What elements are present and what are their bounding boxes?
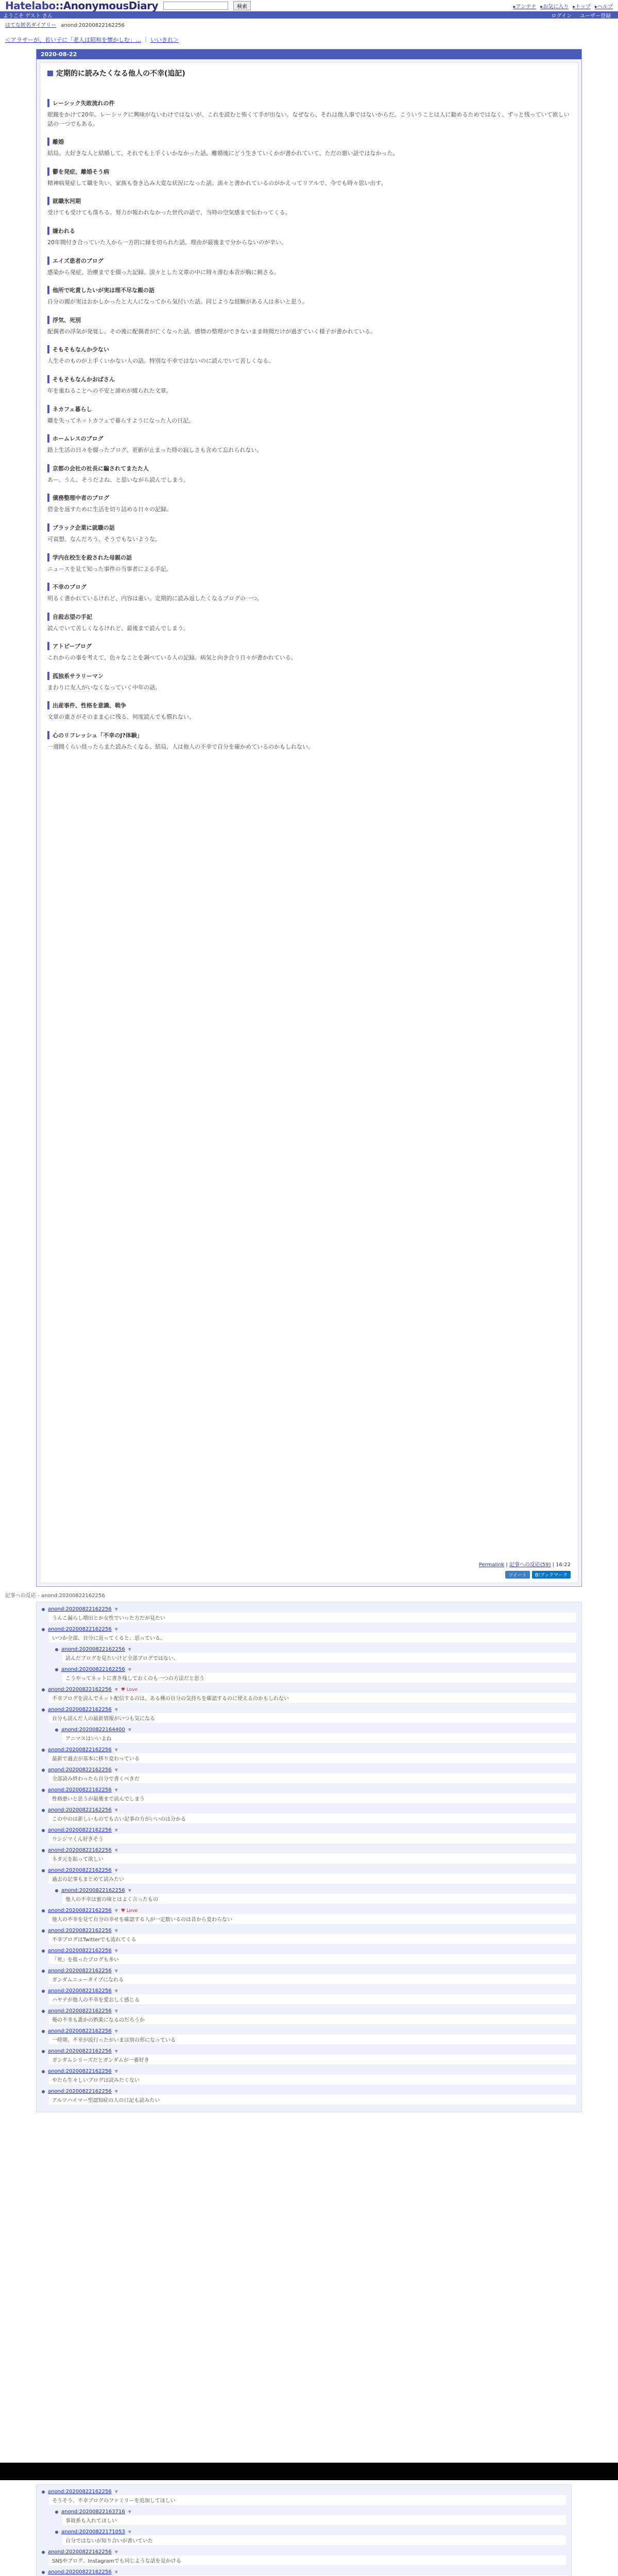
account-links — [552, 11, 615, 19]
response-text: 「死」を扱ったブログも多い — [49, 1954, 576, 1964]
breadcrumb — [0, 19, 618, 30]
account-link-0[interactable]: ログイン — [551, 13, 572, 19]
section-heading: 就職氷河期 — [47, 197, 571, 205]
response-text: 一時期、不幸が流行ったがいまは別の形になっている — [49, 2035, 576, 2044]
article — [36, 49, 582, 1587]
expand-icon[interactable]: ▼ — [114, 1748, 118, 1752]
response-text: この中のは新しいものでも古い記事の方がいいのは分かる — [49, 1814, 576, 1823]
responses-list-2 — [36, 2484, 572, 2576]
article-section — [47, 375, 571, 396]
redacted-band — [0, 2463, 618, 2480]
section-text: 人生そのものが上手くいかない人の話。特別な不幸ではないのに読んでいて苦しくなる。 — [47, 358, 274, 365]
response-id-link[interactable]: anond:20200822162256 — [48, 1626, 112, 1632]
section-text: 借金を返すために生活を切り詰める日々の記録。 — [47, 506, 172, 513]
response-item — [42, 2028, 576, 2044]
expand-icon[interactable]: ▼ — [114, 1788, 118, 1792]
section-heading: 離婚 — [47, 138, 571, 146]
article-section — [47, 731, 571, 752]
section-text: 結局、大好きな人と結婚して、それでも上手くいかなかった話。離婚後にどう生きていくかが書かれていて、ただの悪い話ではなかった。 — [47, 150, 399, 157]
article-section — [47, 434, 571, 455]
response-id-link[interactable]: anond:20200822162256 — [48, 1787, 112, 1793]
section-heading: 嫌われる — [47, 227, 571, 235]
response-text: 自分ではないが知り合いが書いていた — [62, 2535, 566, 2545]
bullet-icon — [42, 2551, 45, 2554]
section-text: 年を重ねることへの不安と諦めが綴られた文章。 — [47, 387, 172, 394]
expand-icon[interactable]: ▼ — [114, 2550, 118, 2554]
account-link-1[interactable]: ユーザー登録 — [580, 13, 611, 19]
response-item — [55, 2529, 566, 2545]
article-section — [47, 227, 571, 247]
bullet-icon — [42, 2090, 45, 2093]
response-item — [42, 2069, 576, 2084]
section-heading: ブラック企業に就職の話 — [47, 523, 571, 532]
response-text: SNSやブログ、Instagramでも同じような話を見かける — [49, 2555, 566, 2565]
bullet-icon — [42, 2030, 45, 2033]
account-bar — [0, 11, 618, 19]
response-item — [42, 2489, 566, 2545]
response-text: いつか全部、自分に返ってくると、思っている。 — [49, 1633, 576, 1642]
section-text: 読んでいて苦しくなるけれど、最後まで読んでしまう。 — [47, 624, 189, 632]
response-id-link[interactable]: anond:20200822162256 — [61, 1888, 125, 1893]
top-link-0[interactable]: ▸アンテナ — [513, 4, 537, 10]
bullet-icon — [55, 1668, 58, 1671]
section-heading: アトピーブログ — [47, 642, 571, 650]
expand-icon[interactable]: ▼ — [114, 2009, 118, 2013]
article-section — [47, 138, 571, 158]
section-text: 精神病発症して職を失い、家族も巻き込み大変な状況になった話。淡々と書かれているのがかえってリアルで、今でも時々思い出す。 — [47, 179, 387, 187]
responses-link[interactable]: 記事への反応(59) — [509, 1562, 551, 1568]
response-text: 俺の不幸も誰かの娯楽になるのだろうか — [49, 2014, 576, 2024]
bullet-icon — [42, 2490, 45, 2494]
expand-icon[interactable]: ▼ — [114, 1828, 118, 1833]
response-item — [55, 1888, 576, 1904]
response-text: ガンダムニュータイプになれる — [49, 1974, 576, 1984]
article-section — [47, 464, 571, 485]
article-section — [47, 701, 571, 722]
response-id-link[interactable]: anond:20200822162256 — [48, 2069, 112, 2074]
bullet-icon — [42, 1608, 45, 1611]
response-id-link[interactable]: anond:20200822162256 — [48, 2489, 112, 2495]
top-bar — [0, 0, 618, 11]
section-text: 可哀想、なんだろう、そうでもないような。 — [47, 535, 161, 543]
response-text: そうそう、不幸ブログのファミリーを追加してほしい — [49, 2495, 566, 2505]
section-heading: ホームレスのブログ — [47, 434, 571, 443]
expand-icon[interactable]: ▼ — [128, 1647, 131, 1652]
response-item — [42, 2008, 576, 2024]
expand-icon[interactable]: ▼ — [114, 2049, 118, 2054]
bullet-icon — [42, 1749, 45, 1752]
expand-icon[interactable]: ▼ — [128, 2530, 131, 2534]
response-id-link[interactable]: anond:20200822162256 — [48, 1908, 112, 1913]
response-item — [42, 1848, 576, 1863]
expand-icon[interactable]: ▼ — [128, 1727, 131, 1732]
response-id-link[interactable]: anond:20200822162256 — [48, 1988, 112, 1994]
article-section — [47, 99, 571, 128]
section-heading: エイズ患者のブログ — [47, 257, 571, 265]
response-item — [42, 2089, 576, 2105]
top-links — [513, 2, 613, 10]
article-title: 定期的に読みたくなる他人の不幸(追記) — [47, 68, 571, 78]
response-id-link[interactable]: anond:20200822162256 — [48, 2549, 112, 2555]
response-item — [55, 2509, 566, 2525]
section-heading: 不幸のブログ — [47, 583, 571, 591]
article-footer: Permalink | 記事への反応(59) | 16:22 ツイート B!ブックマーク — [478, 1562, 571, 1578]
expand-icon[interactable]: ▼ — [114, 1948, 118, 1953]
response-text: 性格悪いと思うが最後まで読んでしまう — [49, 1793, 576, 1803]
bullet-icon — [55, 2531, 58, 2534]
expand-icon[interactable]: ▼ — [114, 1707, 118, 1712]
response-id-link[interactable]: anond:20200822162256 — [48, 1848, 112, 1853]
search-button[interactable]: 検索 — [233, 1, 251, 10]
section-text: これからの事を考えて、色々なことを調べている人の記録。病気と向き合う日々が書かれている。 — [47, 654, 297, 662]
article-section — [47, 345, 571, 366]
response-item — [42, 1928, 576, 1944]
expand-icon[interactable]: ▼ — [114, 1989, 118, 1993]
expand-icon[interactable]: ▼ — [114, 1908, 118, 1913]
expand-icon[interactable]: ▼ — [114, 2069, 118, 2074]
response-item — [42, 2048, 576, 2064]
expand-icon[interactable]: ▼ — [114, 1848, 118, 1853]
article-section — [47, 583, 571, 603]
section-heading: ネカフェ暮らし — [47, 405, 571, 413]
response-text: 最新で過去が基本に移り変わっている — [49, 1753, 576, 1763]
title-square-icon — [47, 71, 53, 76]
section-text: 感染から発症、治療までを綴った記録。淡々とした文章の中に時々滲む本音が胸に刺さる。 — [47, 268, 280, 276]
response-id-link[interactable]: anond:20200822162256 — [61, 1647, 125, 1652]
permalink[interactable]: Permalink — [478, 1562, 505, 1568]
response-text: 不幸ブログを読んでネット配信するのは、ある種の自分の気持ちを確認するのに使えるのかもしれない — [49, 1693, 576, 1703]
response-text: やたら生々しいブログは読みたくない — [49, 2075, 576, 2084]
expand-icon[interactable]: ▼ — [114, 1928, 118, 1933]
response-text: ガンダムシリーズだとガンダムが一番好き — [49, 2055, 576, 2064]
section-heading: 孤独系サラリーマン — [47, 672, 571, 680]
search-input[interactable] — [163, 2, 228, 10]
response-item — [55, 1667, 576, 1683]
section-text: ニュースを見て知った事件の当事者による手記。 — [47, 565, 172, 572]
response-item — [42, 1787, 576, 1803]
section-text: 眼鏡をかけて20年。レーシックに興味がないわけではないが、これを読むと怖くて手が出ない。なぜなら、それは他人事ではないからだ。こういうことは人に勧めるためではなく、ずっと残っていて欲しい話の一つでもある。 — [47, 111, 570, 127]
bullet-icon — [42, 1769, 45, 1772]
expand-icon[interactable]: ▼ — [114, 2089, 118, 2094]
response-item — [42, 1988, 576, 2004]
expand-icon[interactable]: ▼ — [128, 2510, 131, 2514]
response-id-link[interactable]: anond:20200822162256 — [48, 2048, 112, 2054]
expand-icon[interactable]: ▼ — [114, 1627, 118, 1632]
response-item — [42, 1687, 576, 1703]
section-text: 受けても受けても落ちる。努力が報われなかった世代の話で、当時の空気感まで伝わってくる。 — [47, 209, 291, 216]
love-badge: ♥ Love — [121, 1687, 138, 1692]
article-section — [47, 523, 571, 544]
bullet-icon — [42, 1970, 45, 1973]
response-text: 全部読み終わったら自分で書くべきだ — [49, 1773, 576, 1783]
expand-icon[interactable]: ▼ — [114, 2029, 118, 2033]
response-item — [42, 1968, 576, 1984]
response-id-link[interactable]: anond:20200822164400 — [61, 1727, 125, 1733]
love-badge: ♥ Love — [121, 1908, 138, 1913]
bullet-icon — [42, 2050, 45, 2053]
response-item — [42, 1626, 576, 1683]
response-text: 他人の不幸は蜜の味とはよく言ったもの — [62, 1894, 576, 1904]
bullet-icon — [55, 1889, 58, 1892]
expand-icon[interactable]: ▼ — [114, 2489, 118, 2494]
response-id-link[interactable]: anond:20200822162256 — [48, 2569, 112, 2575]
section-heading: 債務整理中者のブログ — [47, 494, 571, 502]
response-id-link[interactable]: anond:20200822162256 — [48, 2089, 112, 2094]
section-text: 自分の親が実はおかしかったと大人になってから気付いた話。同じような経験がある人は多いと思う。 — [47, 298, 308, 306]
prev-entry-link[interactable]: ＜アラサーが、若い子に「老人は昭和を懐かしむ」… — [5, 37, 141, 43]
bullet-icon — [42, 1809, 45, 1812]
response-text: うんこ漏らし増田とか女性でいった方だが見たい — [49, 1613, 576, 1622]
response-id-link[interactable]: anond:20200822162256 — [48, 1948, 112, 1954]
response-id-link[interactable]: anond:20200822162256 — [48, 2008, 112, 2014]
response-text: ウシジマくん好きそう — [49, 1834, 576, 1843]
response-item — [42, 1707, 576, 1743]
response-id-link[interactable]: anond:20200822163716 — [61, 2509, 125, 2515]
response-id-link[interactable]: anond:20200822162256 — [48, 1606, 112, 1612]
response-text: ネタ元を貼って欲しい — [49, 1854, 576, 1863]
section-heading: 京都の会社の社長に騙されてまたた人 — [47, 464, 571, 472]
article-section — [47, 316, 571, 336]
article-section — [47, 553, 571, 574]
response-id-link[interactable]: anond:20200822171053 — [61, 2529, 125, 2535]
section-text: まわりに友人がいなくなっていく中年の話。 — [47, 684, 161, 691]
responses-list — [36, 1602, 582, 2112]
pager: ＜アラサーが、若い子に「老人は昭和を懐かしむ」… ｜ いいきれ＞ — [5, 37, 179, 43]
bullet-icon — [42, 1829, 45, 1832]
section-text: 20年間付き合っていた人から一方的に縁を切られた話。理由が最後まで分からないのが辛い。 — [47, 239, 287, 246]
expand-icon[interactable]: ▼ — [114, 1868, 118, 1873]
article-date: 2020-08-22 — [37, 49, 581, 59]
expand-icon[interactable]: ▼ — [114, 1969, 118, 1973]
response-item — [42, 1807, 576, 1823]
article-section — [47, 494, 571, 514]
bullet-icon — [42, 1929, 45, 1933]
site-logo[interactable] — [5, 0, 158, 12]
response-item — [42, 2569, 566, 2576]
response-text: ハヤテが他人の不幸を愛おしく感じる — [49, 1994, 576, 2004]
response-item — [42, 1868, 576, 1904]
response-item — [42, 1827, 576, 1843]
section-text: 配偶者の浮気が発覚し、その後に配偶者が亡くなった話。感情の整理ができないまま時間だけが過ぎていく様子が書かれている。 — [47, 328, 376, 335]
article-section — [47, 405, 571, 426]
section-text: 明るく書かれているけれど、内容は重い。定期的に読み返したくなるブログの一つ。 — [47, 595, 263, 602]
section-heading: 他所で叱責したいが実は理不尽な親の話 — [47, 286, 571, 294]
bullet-icon — [42, 1628, 45, 1631]
section-heading: そもそもなんかおばさん — [47, 375, 571, 383]
response-text: 読んだブログを見たいけど全部ブログではない。 — [62, 1653, 576, 1663]
response-id-link[interactable]: anond:20200822162256 — [48, 1747, 112, 1753]
expand-icon[interactable]: ▼ — [114, 1768, 118, 1772]
bullet-icon — [42, 1708, 45, 1711]
response-id-link[interactable]: anond:20200822162256 — [48, 1707, 112, 1713]
expand-icon[interactable]: ▼ — [128, 1667, 131, 1672]
response-text: 他人の不幸を見て自分の幸せを確認する人が一定数いるのは昔から変わらない — [49, 1914, 576, 1924]
response-item — [42, 1948, 576, 1964]
response-id-link[interactable]: anond:20200822162256 — [48, 2028, 112, 2034]
hatena-bookmark-button[interactable]: B!ブックマーク — [532, 1571, 571, 1579]
article-section — [47, 286, 571, 307]
section-heading: 学内在校生を殺された母親の話 — [47, 553, 571, 562]
expand-icon[interactable]: ▼ — [114, 1607, 118, 1612]
response-id-link[interactable]: anond:20200822162256 — [48, 1687, 112, 1692]
bullet-icon — [42, 1950, 45, 1953]
logo-main: Hatelabo — [5, 0, 56, 12]
section-text: あー、うん、そうだよね、と思いながら読んでしまう。 — [47, 476, 190, 483]
section-text: 職を失ってネットカフェで暮らすようになった人の日記。 — [47, 417, 195, 424]
response-id-link[interactable]: anond:20200822162256 — [48, 1807, 112, 1813]
section-heading: レーシック失敗流れの件 — [47, 99, 571, 107]
response-text: アニマスはいいよね — [62, 1733, 576, 1743]
response-id-link[interactable]: anond:20200822162256 — [48, 1868, 112, 1873]
response-id-link[interactable]: anond:20200822162256 — [48, 1928, 112, 1934]
response-id-link[interactable]: anond:20200822162256 — [48, 1767, 112, 1773]
section-text: 一週間くらい経ったらまた読みたくなる。結局、人は他人の不幸で自分を確かめているのかもしれない。 — [47, 743, 314, 751]
response-item — [42, 1908, 576, 1924]
welcome-text: ようこそ ゲスト さん — [3, 13, 53, 19]
response-text: アルツハイマー型認知症の人の日記も読みたい — [49, 2095, 576, 2105]
section-heading: 浮気、死別 — [47, 316, 571, 324]
responses-title: 記事への反応 - anond:20200822162256 — [5, 1593, 105, 1599]
section-heading: 心のリフレッシュ「不幸のJ?体験」 — [47, 731, 571, 739]
response-item — [55, 1647, 576, 1663]
bullet-icon — [42, 1688, 45, 1691]
next-entry-link[interactable]: いいきれ＞ — [150, 37, 179, 43]
response-text: 不幸ブログはTwitterでも流れてくる — [49, 1934, 576, 1944]
bullet-icon — [55, 1648, 58, 1651]
top-link-3[interactable]: ▸ヘルプ — [594, 4, 613, 10]
bullet-icon — [42, 2010, 45, 2013]
expand-icon[interactable]: ▼ — [114, 1687, 118, 1692]
section-heading: 自殺志望の手記 — [47, 613, 571, 621]
bullet-icon — [42, 1869, 45, 1872]
article-section — [47, 672, 571, 692]
bullet-icon — [42, 1789, 45, 1792]
article-section — [47, 613, 571, 633]
response-item — [42, 1747, 576, 1763]
bullet-icon — [42, 1909, 45, 1912]
article-section — [47, 642, 571, 663]
bullet-icon — [42, 1849, 45, 1852]
section-heading: 出産事件、性格を意識、戦争 — [47, 701, 571, 709]
response-text: 自分も読んだ人の最新情報がいつも気になる — [49, 1713, 576, 1723]
breadcrumb-current: anond:20200822162256 — [61, 23, 125, 28]
top-link-2[interactable]: ▸トップ — [573, 4, 591, 10]
response-item — [42, 2549, 566, 2565]
article-body — [40, 62, 578, 1583]
expand-icon[interactable]: ▼ — [128, 1888, 131, 1893]
top-link-1[interactable]: ▸お気に入り — [540, 4, 569, 10]
response-text: こうやってネットに書き残しておくのも一つの方法だと思う — [62, 1673, 576, 1683]
response-item — [42, 1606, 576, 1622]
article-section — [47, 257, 571, 277]
expand-icon[interactable]: ▼ — [114, 2570, 118, 2574]
response-item — [55, 1727, 576, 1743]
logo-sub: ::AnonymousDiary — [55, 0, 159, 12]
expand-icon[interactable]: ▼ — [114, 1808, 118, 1812]
article-section — [47, 167, 571, 188]
section-text: 文章の重さがそのまま心に残る。何度読んでも慣れない。 — [47, 714, 195, 721]
bullet-icon — [42, 2571, 45, 2574]
response-text: 過去の記事もまとめて読みたい — [49, 1874, 576, 1884]
section-heading: そもそもなんか少ない — [47, 345, 571, 353]
response-id-link[interactable]: anond:20200822162256 — [48, 1968, 112, 1974]
response-id-link[interactable]: anond:20200822162256 — [48, 1827, 112, 1833]
bullet-icon — [42, 2070, 45, 2073]
bullet-icon — [55, 2511, 58, 2514]
post-time: 16:22 — [556, 1562, 571, 1568]
response-item — [42, 1767, 576, 1783]
section-text: 路上生活の日々を綴ったブログ。更新が止まった時の寂しさも含めて忘れられない。 — [47, 447, 263, 454]
tweet-button[interactable]: ツイート — [505, 1571, 530, 1579]
bullet-icon — [42, 1990, 45, 1993]
response-id-link[interactable]: anond:20200822162256 — [61, 1667, 125, 1672]
response-text: 事故系も入れてほしい — [62, 2515, 566, 2525]
breadcrumb-home-link[interactable]: はてな匿名ダイアリー — [5, 23, 57, 28]
bullet-icon — [55, 1728, 58, 1732]
article-sections — [47, 99, 571, 752]
article-section — [47, 197, 571, 217]
section-heading: 鬱を発症、離婚そう病 — [47, 167, 571, 176]
